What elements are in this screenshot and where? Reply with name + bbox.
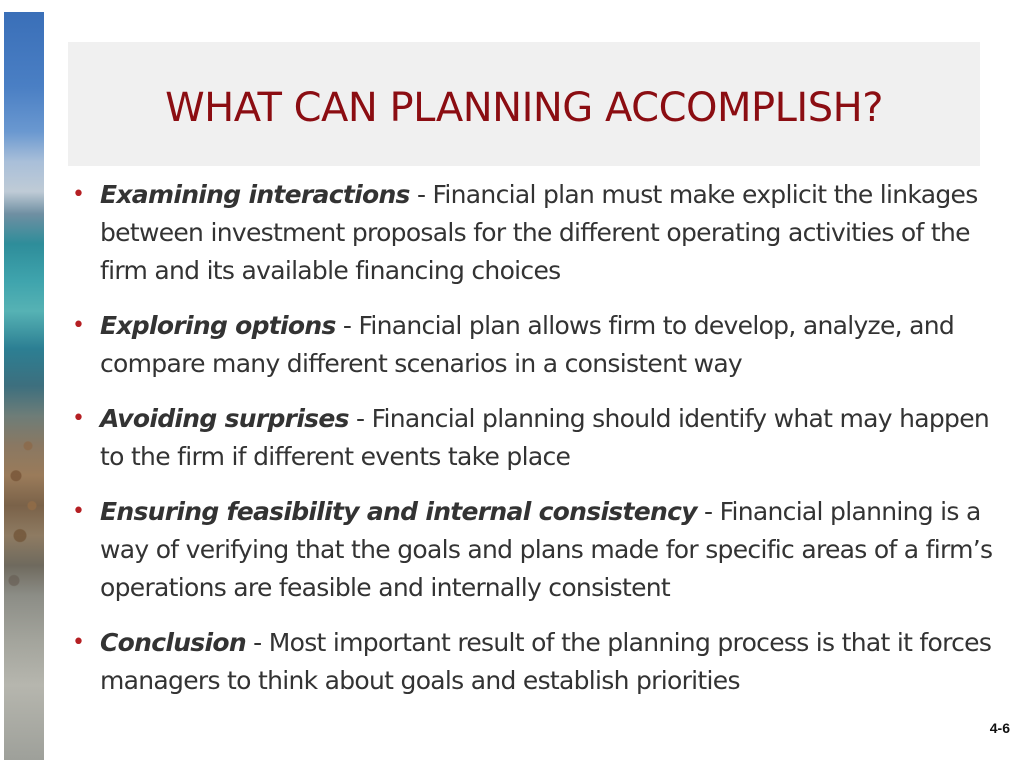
decorative-ocean-photo-strip	[4, 12, 44, 760]
bullet-list	[72, 176, 994, 717]
bullet-term: Avoiding surprises	[100, 404, 349, 433]
bullet-text: - Financial plan allows firm to develop, analyze, and compare many different scenarios in a consistent way	[100, 311, 955, 378]
bullet-term: Exploring options	[100, 311, 336, 340]
bullet-text: - Financial planning should identify what may happen to the firm if different events take place	[100, 404, 990, 471]
title-box	[68, 42, 980, 166]
bullet-icon: •	[72, 406, 85, 431]
bullet-icon: •	[72, 630, 85, 655]
bullet-text: - Most important result of the planning process is that it forces managers to think about goals and establish priorities	[100, 628, 992, 695]
bullet-term: Conclusion	[100, 628, 246, 657]
page-number: 4-6	[989, 720, 1010, 736]
bullet-item	[72, 493, 994, 607]
bullet-icon: •	[72, 313, 85, 338]
bullet-item	[72, 176, 994, 290]
bullet-text: - Financial plan must make explicit the linkages between investment proposals for the different operating activities of the firm and its available financing choices	[100, 180, 978, 285]
bullet-term: Ensuring feasibility and internal consistency	[100, 497, 697, 526]
bullet-item	[72, 624, 994, 700]
bullet-icon: •	[72, 182, 85, 207]
bullet-term: Examining interactions	[100, 180, 410, 209]
bullet-text: - Financial planning is a way of verifying that the goals and plans made for specific areas of a firm’s operations are feasible and internally consistent	[100, 497, 993, 602]
slide-title: WHAT CAN PLANNING ACCOMPLISH?	[165, 85, 883, 131]
bullet-icon: •	[72, 499, 85, 524]
bullet-item	[72, 400, 994, 476]
bullet-item	[72, 307, 994, 383]
